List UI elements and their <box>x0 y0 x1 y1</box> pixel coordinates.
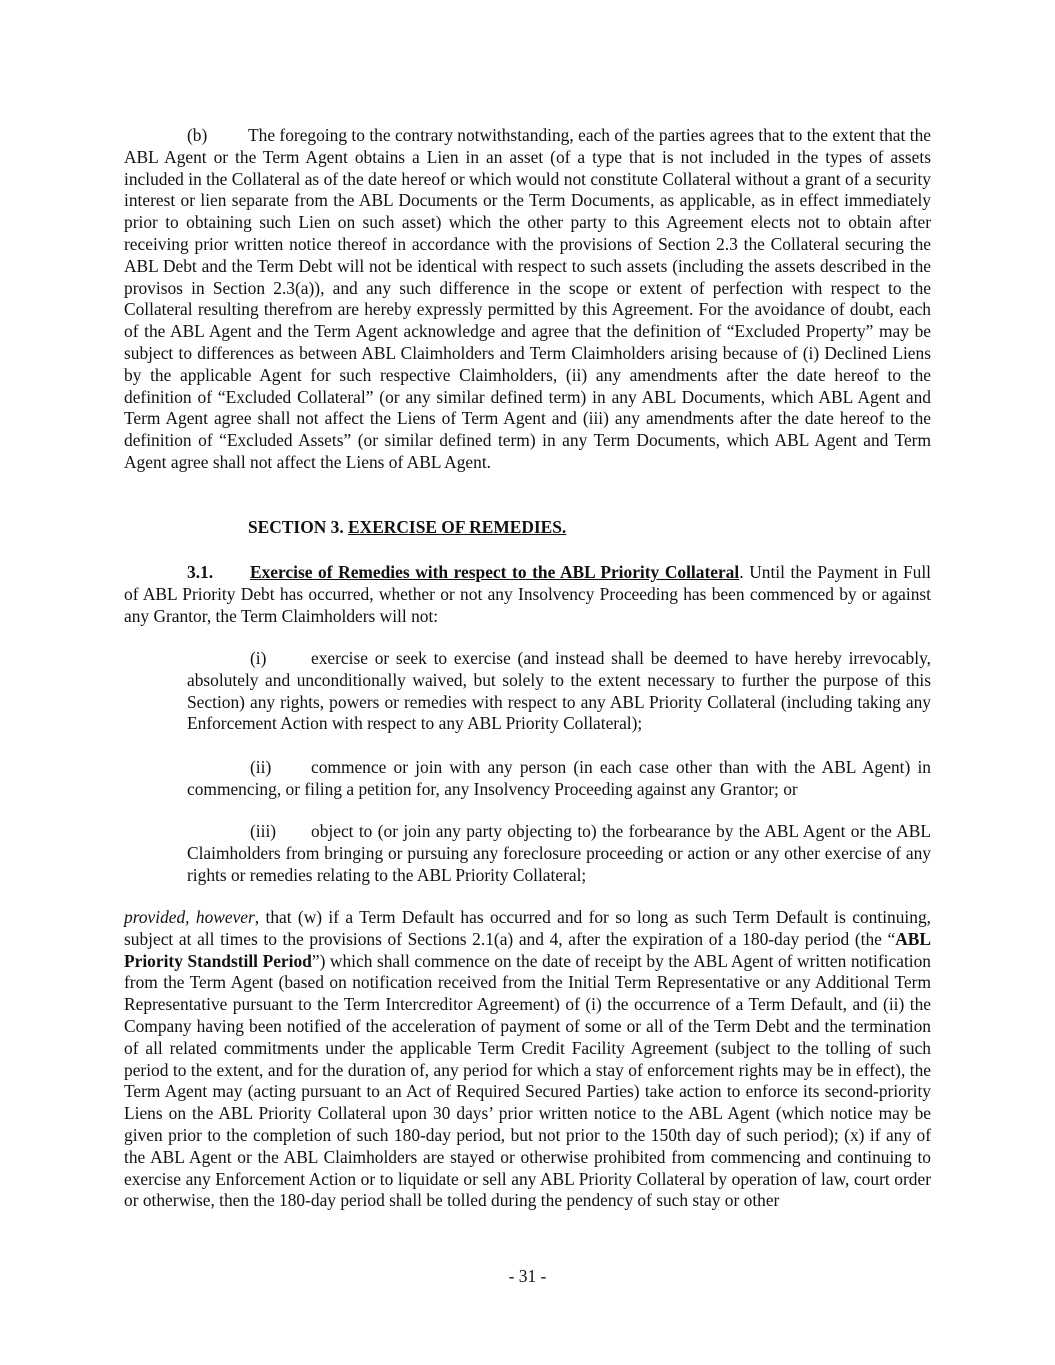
paragraph-3-1 <box>124 562 931 627</box>
list-item-label: (ii) <box>250 757 272 777</box>
section-3-1-text: Until the Payment in Full of ABL Priority Debt has occurred, whether or not any Insolvency Proceeding has been commenced by or against any Grantor, the Term Claimholders will not: <box>124 562 931 626</box>
paragraph-b-text: The foregoing to the contrary notwithstanding, each of the parties agrees that to the extent that the ABL Agent or the Term Agent obtains a Lien in an asset (of a type that is not included in the types of assets included in the Collateral as of the date hereof or which would not constitute Collateral without a grant of a security interest or lien separate from the ABL Documents or the Term Documents, as applicable, as in effect immediately prior to obtaining such Lien on such asset) which the other party to this Agreement elects not to obtain after receiving prior written notice thereof in accordance with the provisions of Section 2.3 the Collateral securing the ABL Debt and the Term Debt will not be identical with respect to such assets (including the assets described in the provisos in Section 2.3(a)), and any such difference in the scope or extent of perfection with respect to the Collateral resulting therefrom are hereby expressly permitted by this Agreement. For the avoidance of doubt, each of the ABL Agent and the Term Agent acknowledge and agree that the definition of “Excluded Property” may be subject to differences as between ABL Claimholders and Term Claimholders arising because of (i) Declined Liens by the applicable Agent for such respective Claimholders, (ii) any amendments after the date hereof to the definition of “Excluded Collateral” (or any similar defined term) in any ABL Documents, which ABL Agent and Term Agent agree shall not affect the Liens of Term Agent and (iii) any amendments after the date hereof to the definition of “Excluded Assets” (or similar defined term) in any Term Documents, which ABL Agent and Term Agent agree shall not affect the Liens of ABL Agent. <box>124 125 931 472</box>
list-item-label: (i) <box>250 648 267 668</box>
section-3-title: EXERCISE OF REMEDIES. <box>348 517 567 537</box>
list-item-text: exercise or seek to exercise (and instead shall be deemed to have hereby irrevocably, absolutely and unconditionally waived, but solely to the extent necessary to further the purpose of this Section) any rights, powers or remedies with respect to any ABL Priority Collateral (including taking any Enforcement Action with respect to any ABL Priority Collateral); <box>187 648 931 734</box>
section-3-1-number: 3.1. <box>187 562 214 582</box>
proviso-paragraph <box>124 907 931 1212</box>
section-3-1-heading-end: . <box>739 562 744 582</box>
proviso-defined-term: ABL Priority Standstill Period <box>124 928 931 971</box>
section-3-1-heading: Exercise of Remedies with respect to the ABL Priority Collateral <box>250 562 740 582</box>
proviso-lead: provided, however <box>124 907 255 927</box>
list-item-text: commence or join with any person (in each case other than with the ABL Agent) in commencing, or filing a petition for, any Insolvency Proceeding against any Grantor; or <box>187 757 931 799</box>
list-item-ii <box>187 757 931 801</box>
list-item-iii <box>187 821 931 886</box>
proviso-text-2: ”) which shall commence on the date of receipt by the ABL Agent of written notification from the Term Agent (based on notification received from the Initial Term Representative or any Additional Term Representative pursuant to the Term Intercreditor Agreement) of (i) the occurrence of a Term Default, and (ii) the Company having been notified of the acceleration of payment of some or all of the Term Debt and the termination of all related commitments under the applicable Term Credit Facility Agreement (subject to the tolling of such period to the extent, and for the duration of, any period for which a stay of enforcement rights may be in effect), the Term Agent may (acting pursuant to an Act of Required Secured Parties) take action to enforce its second-priority Liens on the ABL Priority Collateral upon 30 days’ prior written notice to the ABL Agent (which notice may be given prior to the completion of such 180-day period, but not prior to the 150th day of such period); (x) if any of the ABL Agent or the ABL Claimholders are stayed or otherwise prohibited from commencing and continuing to exercise any Enforcement Action or to liquidate or sell any ABL Priority Collateral by operation of law, court order or otherwise, then the 180-day period shall be tolled during the pendency of such stay or other <box>124 950 931 1211</box>
paragraph-b <box>124 125 931 474</box>
section-3-heading <box>248 517 566 539</box>
list-item-text: object to (or join any party objecting to) the forbearance by the ABL Agent or the ABL Claimholders from bringing or pursuing any foreclosure proceeding or action or any other exercise of any rights or remedies relating to the ABL Priority Collateral; <box>187 821 931 885</box>
list-item-label: (iii) <box>250 821 277 841</box>
list-item-i <box>187 648 931 735</box>
page-number: - 31 - <box>508 1266 547 1286</box>
proviso-text-1: , that (w) if a Term Default has occurred and for so long as such Term Default is continuing, subject at all times to the provisions of Sections 2.1(a) and 4, after the expiration of a 180-day period (the “ <box>124 907 931 949</box>
paragraph-b-label: (b) <box>187 125 208 145</box>
section-3-prefix: SECTION 3. <box>248 517 344 537</box>
